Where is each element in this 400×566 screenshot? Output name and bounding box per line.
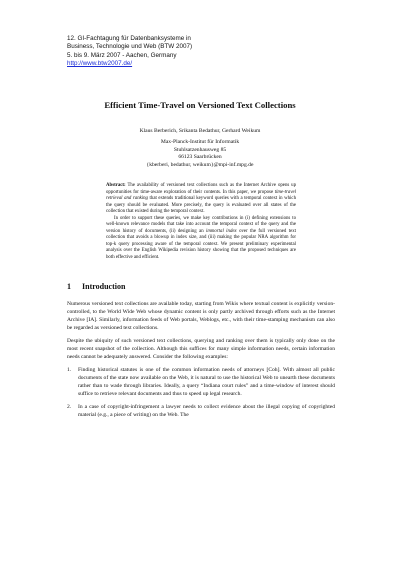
body-paragraph-2: Despite the ubiquity of such versioned text collections, querying and ranking over them is typically only done on the most recent snapshot of the collection. Although this suffices for many simple information needs, certain information needs cannot be adequately answered. Consider the following examples:	[67, 337, 335, 361]
section-number: 1	[67, 282, 71, 291]
conference-line-1: 12. GI-Fachtagung für Datenbanksysteme in	[67, 35, 191, 42]
abstract-text: that extends traditional keyword queries with a temporal context in which the query should be evaluated. More precisely, the query is evaluated over all states of the collection that existed during the temporal context.	[106, 196, 296, 214]
examples-list	[67, 366, 335, 419]
paper-title: Efficient Time-Travel on Versioned Text Collections	[104, 100, 296, 110]
paper-authors: Klaus Berberich, Srikanta Bedathur, Gerhard Weikum	[139, 128, 261, 134]
list-item-text: In a case of copyright-infringement a lawyer needs to collect evidence about the illegal copying of copyrighted material (e.g., a piece of writing) on the Web. The	[78, 403, 335, 418]
conference-url-link[interactable]: http://www.btw2007.de/	[67, 59, 133, 67]
abstract-text: The availability of versioned text collections such as the Internet Archive opens up opportunities for time-aware exploration of their contents. In this paper, we propose	[106, 183, 296, 195]
affiliation-street: Stuhlsatzenhausweg 85	[173, 146, 227, 153]
list-marker: 2.	[67, 403, 72, 410]
list-item-text: Finding historical statutes is one of the common information needs of attorneys [Coh]. With almost all public documents of the state now available on the Web, it is natural to use the historical Web to unearth these documents rather than to wade through libraries. Ideally, a query “Indiana court rules” and a time-window of interest should suffice to retrieve relevant documents and thus to speed up legal research.	[78, 366, 335, 397]
abstract-paragraph-2	[106, 216, 296, 262]
abstract-label: Abstract:	[106, 183, 126, 188]
affiliation-city: 66123 Saarbrücken	[178, 154, 222, 160]
conference-line-3: 5. bis 9. März 2007 - Aachen, Germany	[67, 51, 177, 59]
abstract-emphasis: immortal index	[206, 228, 237, 234]
conference-line-2: Business, Technologie und Web (BTW 2007)	[67, 43, 193, 51]
abstract-paragraph-1	[106, 183, 296, 216]
body-text	[67, 300, 335, 423]
body-paragraph-1: Numerous versioned text collections are available today, starting from Wikis where textual content is explicitly version-controlled, to the World Wide Web whose dynamic content is only partly archived through efforts such as the Internet Archive [IA]. Similarly, information feeds of Web portals, Weblogs, etc., with their time-stamping mechanism can also be regarded as versioned text collections.	[67, 301, 335, 332]
list-item	[67, 366, 335, 398]
author-affiliation	[0, 139, 400, 169]
list-item	[67, 403, 335, 419]
abstract	[106, 183, 296, 261]
conference-header	[67, 35, 192, 68]
abstract-text: over the full versioned text collection that avoids a blowup in index size, and (iii) making the popular NRA algorithm for top-k query processing aware of the temporal context. We present preliminary experimental analysis over the English Wikipedia revision history showing that the proposed techniques are both effective and efficient.	[106, 228, 297, 260]
affiliation-institute: Max-Planck-Institut für Informatik	[160, 139, 240, 145]
section-title: Introduction	[82, 282, 126, 291]
affiliation-email: {kberberi, bedathur, weikum}@mpi-inf.mpg.de	[146, 161, 254, 168]
section-heading	[67, 282, 125, 291]
abstract-text: In order to support these queries, we make key contributions in (i) defining extensions to well-known relevance models that take into account the temporal context of the query and the version history of documents, (ii) designing an	[106, 215, 296, 234]
abstract-emphasis: time-travel retrieval and ranking	[106, 189, 296, 201]
list-marker: 1.	[67, 366, 72, 373]
